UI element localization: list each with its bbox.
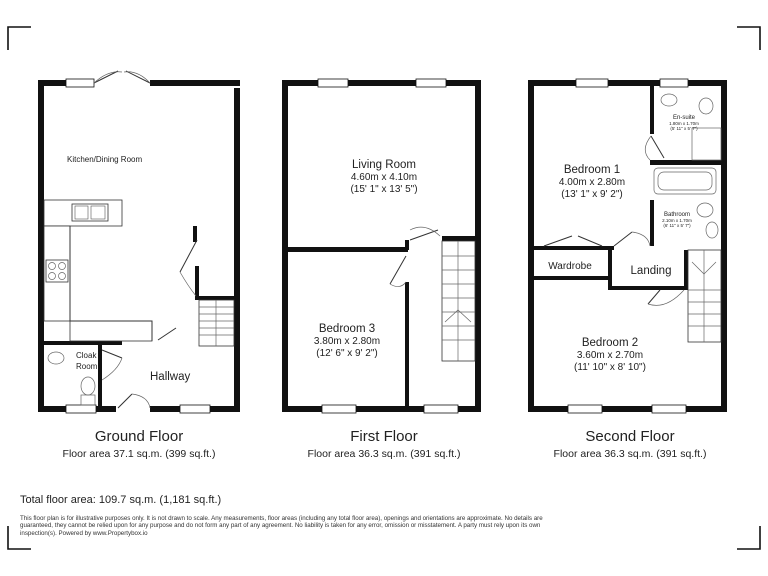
floor-titles bbox=[63, 428, 707, 460]
first-floor-plan bbox=[282, 79, 481, 413]
room-hallway: Hallway bbox=[150, 371, 191, 383]
bedroom-3-dim-m: 3.80m x 2.80m bbox=[313, 336, 381, 347]
total-floor-area: Total floor area: 109.7 sq.m. (1,181 sq.ft.) bbox=[20, 494, 222, 506]
second-floor-area: Floor area 36.3 sq.m. (391 sq.ft.) bbox=[553, 448, 707, 460]
bedroom-1-dim-m: 4.00m x 2.80m bbox=[558, 177, 626, 188]
bedroom-2-dim-ft: (11' 10" x 8' 10") bbox=[574, 362, 646, 373]
bedroom-3-dim-ft: (12' 6" x 9' 2") bbox=[316, 348, 378, 359]
ground-floor-title: Ground Floor bbox=[94, 428, 184, 445]
ground-floor-plan bbox=[38, 71, 240, 413]
room-bedroom-2: Bedroom 2 bbox=[581, 337, 639, 349]
bedroom-2-dim-m: 3.60m x 2.70m bbox=[576, 350, 644, 361]
room-wardrobe: Wardrobe bbox=[548, 261, 592, 272]
living-room-dim-ft: (15' 1" x 13' 5") bbox=[350, 184, 418, 195]
ground-floor-area: Floor area 37.1 sq.m. (399 sq.ft.) bbox=[62, 448, 216, 460]
disclaimer-text: This floor plan is for illustrative purposes only. It is not drawn to scale. Any measurements, floor areas (including any total floor area), openings and orientations are approximate. No details are guaranteed, they cannot be relied upon for any purpose and do not form any part of any agreement. No liability is taken for any error, omission or misstatement. A party must rely upon its own inspection(s). Powered by www.Propertybox.io bbox=[20, 515, 543, 537]
en-suite-dim-m: 1.80m x 1.70m bbox=[669, 121, 699, 126]
first-floor-area: Floor area 36.3 sq.m. (391 sq.ft.) bbox=[307, 448, 461, 460]
living-room-dim-m: 4.60m x 4.10m bbox=[350, 172, 418, 183]
bathroom-dim-m: 2.10m x 1.70m bbox=[662, 218, 692, 223]
bathroom-dim-ft: (6' 11" x 5' 7") bbox=[663, 223, 691, 228]
room-bedroom-1: Bedroom 1 bbox=[563, 164, 621, 176]
room-bedroom-3: Bedroom 3 bbox=[318, 323, 376, 335]
bedroom-1-dim-ft: (13' 1" x 9' 2") bbox=[561, 189, 623, 200]
first-floor-title: First Floor bbox=[350, 428, 418, 445]
second-floor-title: Second Floor bbox=[585, 428, 675, 445]
room-en-suite: En-suite bbox=[672, 115, 696, 121]
room-landing: Landing bbox=[630, 265, 672, 277]
room-bathroom: Bathroom bbox=[663, 212, 691, 218]
room-cloak-line2: Room bbox=[76, 362, 98, 371]
room-living-room: Living Room bbox=[352, 159, 416, 171]
room-kitchen-dining: Kitchen/Dining Room bbox=[67, 155, 143, 164]
en-suite-dim-ft: (5' 11" x 5' 7") bbox=[670, 126, 698, 131]
room-cloak-line1: Cloak bbox=[76, 351, 97, 360]
